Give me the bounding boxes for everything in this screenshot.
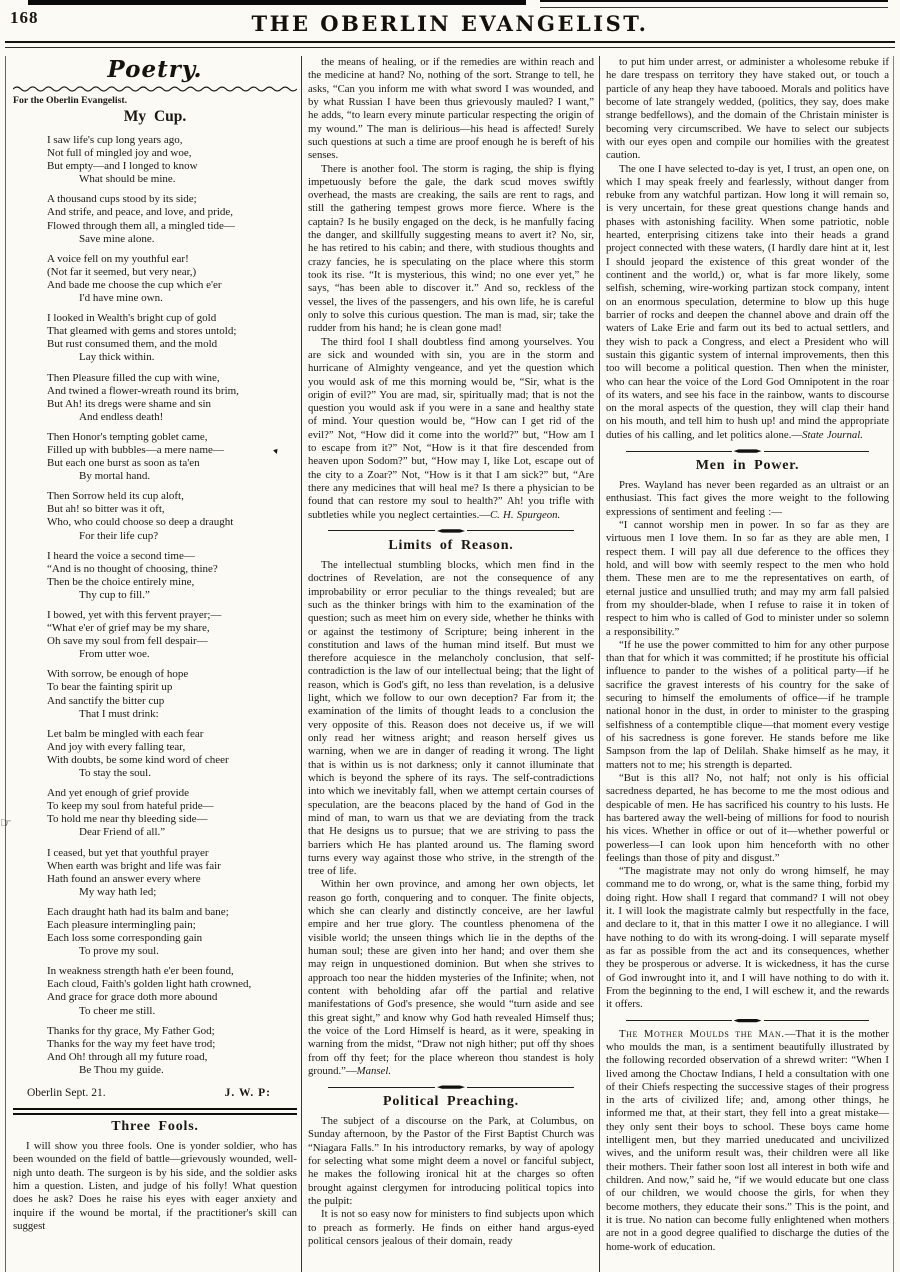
paragraph-attribution: C. H. Spurgeon. (490, 508, 561, 521)
article-paragraph (308, 1115, 594, 1208)
article-paragraph (606, 772, 889, 865)
divider-diamond-icon (437, 529, 465, 533)
men-in-power-body (606, 479, 889, 1012)
leaf-ornament-icon: ▼ (270, 445, 282, 458)
poem-line: A voice fell on my youthful ear! (47, 252, 189, 265)
column-rule-1 (301, 56, 302, 1272)
poem-line: And joy with every falling tear, (47, 740, 186, 753)
poem-line: My way hath led; (79, 885, 157, 898)
article-paragraph (606, 639, 889, 772)
poem-line: Each loss some corresponding gain (47, 932, 203, 945)
poem-line: To keep my soul from hateful pride— (47, 800, 214, 813)
mother-moulds-lead: The Mother Moulds the Man. (619, 1027, 785, 1040)
paragraph-text: “If he use the power committed to him for any other purpose than that for which it was committed; if he prostitute his official influence to pander to the wishes of a political party—if he sacrifice the gravest interests of his country for the sake of securing to himself the emoluments of office—if he trample national honor in the dust, in order to minister to the grasping selfishness of a contemptible clique—that moment every vestige of his sacredness is gone forever. He stands before me like Sampson from the lap of Delilah. Shake himself as he may, it matters not to me; his strength is departed. (606, 638, 889, 771)
wavy-rule-icon (13, 85, 297, 93)
poem-line: And twined a flower-wreath round its brim, (47, 384, 239, 397)
paragraph-text: The intellectual stumbling blocks, which men find in the doctrines of Revelation, are not the consequence of any improbability or error peculiar to the things revealed; but are such as the thinker brings with him to the examination of the question; such as meet him on every side, whether he thinks with or against the testimony of Scripture; being inherent in the constitution and laws of the human mind itself. But must we therefore acquiesce in the melancholy conclusion, that self-contradiction is the law of our intellectual being; that the light of reason, which is God's gift, no less than revelation, is a delusive light, which we follow to our own deception? Far from it; the examination of the limits of thought leads to a conclusion the very opposite of this. Reason does not deceive us, if we will only read her witness aright; and reason herself gives us warning, when we are in danger of reading it wrong. The light that is within us is not darkness; only it cannot illuminate that which is beyond the sphere of its rays. The self-contradictions into which we inevitably fall, when we attempt certain courses of speculation, are the beacons placed by the hand of God in the mind of man, to warn us that we are deviating from the track that He designs us to pursue; that we are striving to pass the barriers which He has planted around us. The flaming sword turns every way against those who strive, in the strength of the tree of life. (308, 558, 594, 878)
poem-line: From utter woe. (79, 648, 150, 661)
poem-stanza (13, 728, 297, 780)
poem-stanza (13, 609, 297, 661)
poetry-section-title: Poetry. (107, 56, 203, 83)
column-rule-2 (599, 56, 600, 1272)
article-paragraph (308, 559, 594, 879)
paragraph-text: “The magistrate may not only do wrong himself, he may command me to do wrong, or, what is the same thing, forbid my doing right. How shall I regard that command? I will not obey it. I will look the magistrate calmly but respectfully in the face, and declare to it, that in this matter I owe it no allegiance. I will have nothing to do with its wrong-doing. I will separate myself as far as possible from the act and its consequences, whether they be prosperous or adverse. It is wickedness, it has the curse of God inwrought into it, and I will have nothing to do with it. From the beginning to the end, I will eschew it, and the rewards it offers. (606, 865, 889, 1011)
poem-line: That gleamed with gems and stores untold; (47, 325, 237, 338)
poem-line: That I must drink: (79, 707, 159, 720)
poem-line: Then Honor's tempting goblet came, (47, 430, 208, 443)
poem-line: With sorrow, be enough of hope (47, 668, 189, 681)
poem-line: To bear the fainting spirit up (47, 681, 173, 694)
poem-author: J. W. P: (224, 1087, 271, 1099)
paragraph-text: The one I have selected to-day is yet, I trust, an open one, on which I may speak freely and fearlessly, without danger from rebuke from any watchful partizan. How long it will remain so, is very uncertain, for these great questions change hands and phases with astonishing facility. When some patriotic, noble hearted, enterprising citizens take into their heads a grand project connected with these waters, (I hardly dare hint at it, lest I should jeopard the existence of this great wonder of the continent and the world,) or, what is far more likely, some selfish, scheming, wire-working partizan stock company, intent on an enormous speculation, determine to blow up this huge barrier of rocks and deepen the channel above and drain off the waters of Lake Erie and farm out its bed to actual settlers, and they wish to pack a Congress, and elect a President who will sustain this gigantic system of internal improvements, then this too will become a political question. Then when the minister, who can hear the voice of the Lord God Omnipotent in the roar of its waters, and see his face in the rainbow, wants to discourse on the moral aspects of the question, they will clap their hand on his mouth, and tell him to hush up! and mind the appropriate duties of his calling, and let politics alone.— (606, 162, 889, 441)
poem-stanza (13, 193, 297, 245)
poem-stanza (13, 550, 297, 602)
poem-line: But empty—and I longed to know (47, 160, 198, 173)
poem-line: Each pleasure intermingling pain; (47, 918, 196, 931)
poem-signature (13, 1084, 297, 1099)
paragraph-attribution: State Journal. (802, 428, 863, 441)
poem-line: But rust consumed them, and the mold (47, 338, 218, 351)
poem-line: And Oh! through all my future road, (47, 1050, 208, 1063)
mother-moulds-paragraph (606, 1028, 889, 1254)
poem-title: My Cup. (123, 108, 187, 125)
article-paragraph (308, 1208, 594, 1248)
poem-line: (Not far it seemed, but very near,) (47, 265, 197, 278)
political-preaching-title: Political Preaching. (383, 1094, 519, 1110)
paragraph-text: “But is this all? No, not half; not only is his official sacredness departed, he has become to me the most odious and despicable of men. He has sacrificed his country to his lusts. He has bartered away the well-being of millions for food to nourish his vices. Whether in office or out of it—whether powerful or powerless—I can look upon him henceforth with no other feelings than those of pity and disgust.” (606, 771, 889, 864)
poem-line: Then be the choice entirely mine, (47, 575, 195, 588)
paragraph-text: I will show you three fools. One is yonder soldier, who has been wounded on the field of battle—grievously wounded, well-nigh unto death. The surgeon is by his side, and the soldier asks him a question. Listen, and judge of his folly! What question does he ask? Does he raise his eyes with eager anxiety and inquire if the wound be mortal, if the practitioner's skill can suggest (13, 1140, 297, 1232)
article-paragraph (606, 479, 889, 519)
poem-line: Not full of mingled joy and woe, (47, 147, 192, 160)
poem-line: I'd have mine own. (79, 292, 163, 305)
page-edge-rule-right (893, 56, 894, 1272)
article-paragraph (606, 865, 889, 1011)
poem-line: And grace for grace doth more abound (47, 991, 218, 1004)
mother-moulds-text: —That it is the mother who moulds the man, is a sentiment beautifully illustrated by the following recorded observation of a shrewd writer: “When I lived among the Choctaw Indians, I held a consultation with one of their Chiefs respecting the successive stages of their progress in the arts of civilized life; and, among other things, he informed me that, at their start, they fell into a great mistake—they only sent their boys to school. These boys came home intelligent men, but they married uneducated and uncivilized wives, and the uniform result was, their children were all like their mothers. Their father soon lost all interest in both wife and children. And now,” said he, “if we would educate but one class of our children, we would choose the girls, for when they become mothers, they educate their sons.” This is the point, and it is true. No nation can become fully enlightened when mothers are not in a good degree qualified to discharge the duties of the home-work of education. (606, 1027, 889, 1253)
poem-stanza (13, 312, 297, 364)
poem-line: “And is no thought of choosing, thine? (47, 562, 218, 575)
poem-line: To prove my soul. (79, 945, 159, 958)
poem-line: Lay thick within. (79, 351, 155, 364)
poem-line: Each cloud, Faith's golden light hath crowned, (47, 978, 252, 991)
poem-line: But Ah! its dregs were shame and sin (47, 397, 212, 410)
divider-diamond-icon (734, 449, 762, 453)
poem-line: Thy cup to fill.” (79, 588, 150, 601)
top-rule-left (28, 0, 526, 5)
article-paragraph (606, 56, 889, 163)
poem-line: Let balm be mingled with each fear (47, 727, 204, 740)
top-rule-right (540, 0, 888, 8)
poem-line: “What e'er of grief may be my share, (47, 622, 210, 635)
paragraph-attribution: Mansel. (356, 1064, 392, 1077)
section-double-rule (13, 1108, 297, 1115)
masthead-title: THE OBERLIN EVANGELIST. (251, 11, 649, 36)
poem-line: Then Sorrow held its cup aloft, (47, 490, 184, 503)
poem-line: Dear Friend of all.” (79, 826, 166, 839)
three-fools-body (13, 1140, 297, 1233)
article-divider (626, 449, 869, 453)
paragraph-text: “I cannot worship men in power. In so far as they are virtuous men I love them. In so far as they are able men, I respect them. I will pay all due deference to the offices they hold, and will bow with seemly respect to the men who hold them. These men are to me the representatives on earth, of eternal justice and unsullied truth; and may my arm fall palsied from my shoulder-blade, when I refuse to raise it in token of respect to him who is called of God to minister under so solemn a responsibility.” (606, 519, 889, 638)
three-fools-continuation (308, 56, 594, 522)
poem-line: For their life cup? (79, 529, 159, 542)
left-column (13, 56, 297, 1233)
political-preaching-continuation (606, 56, 889, 442)
poem-line: Then Pleasure filled the cup with wine, (47, 371, 220, 384)
poem-line: I heard the voice a second time— (47, 549, 195, 562)
article-divider (626, 1019, 869, 1023)
poem-line: By mortal hand. (79, 470, 151, 483)
poem-line: What should be mine. (79, 173, 176, 186)
poem-line: Filled up with bubbles—a mere name— (47, 443, 224, 456)
poem-line: And endless death! (79, 410, 164, 423)
poem-line: Hath found an answer every where (47, 872, 201, 885)
article-divider (328, 529, 574, 533)
poem-line: I bowed, yet with this fervent prayer;— (47, 609, 222, 621)
poem-stanza (13, 372, 297, 424)
poem-line: To stay the soul. (79, 767, 151, 780)
right-column (606, 56, 889, 1254)
poem-line: Be Thou my guide. (79, 1063, 164, 1076)
page-number: 168 (10, 8, 39, 27)
paragraph-text: The subject of a discourse on the Park, at Columbus, on Sunday afternoon, by the Pastor of the First Baptist Church was “Niagara Falls.” In his introductory remarks, by way of apology for selecting what some might deem a novel or fanciful subject, he makes the following ironical hit at the charges so often brought against clergymen for introducing political topics into the pulpit: (308, 1115, 594, 1207)
poem-line: With doubts, be some kind word of cheer (47, 753, 229, 766)
poem-line: Thanks for thy grace, My Father God; (47, 1024, 215, 1037)
article-paragraph (606, 519, 889, 639)
paragraph-text: to put him under arrest, or administer a wholesome rebuke if he dare trespass on territory they have staked out, or touch a particle of any heap they have tabooed. Morals and politics have become of late strangely wedded, (politics, they say, does make strange bedfellows), and the domain of the Christain minister is becoming very circumscribed. We have to select our subjects with our eyes open and compile our homilies with the greatest caution. (606, 56, 889, 162)
paragraph-text: It is not so easy now for ministers to find subjects upon which to preach as formerly. He finds on either hand argus-eyed political censors jealous of their domain, ready (308, 1208, 594, 1247)
poem-line: But ah! so bitter was it oft, (47, 503, 165, 516)
paragraph-text: Within her own province, and among her own objects, let reason go forth, conquering and to conquer. The finite objects, which she can clearly and distinctly conceive, are her lawful empire and her true glory. The countless phenomena of the visible world; the unseen things which lie in the depths of the human soul; these are given into her hand; and over them she may reign in unquestioned dominion. But when she strives to approach too near the hidden mysteries of the Infinite; when, not content with beholding afar off the partial and relative manifestations of God's presence, she would “turn aside and see this great sight,” and know why God hath revealed Himself thus; the voice of the Lord Himself is heard, as it were, speaking in warning from the midst, “Draw not nigh hither; put off thy shoes from off thy feet; for the place whereon thou standest is holy ground.”— (308, 878, 594, 1077)
poem-line: Who, who could choose so deep a draught (47, 516, 234, 529)
paragraph-text: There is another fool. The storm is raging, the ship is flying impetuously before the gale, the dark scud moves swiftly overhead, the masts are creaking, the sails are rent to rags, and still the gathering tempest grows more fierce. Where is the captain? Is he busily engaged on the deck, is he manfully facing the danger, and skillfully suggesting means to avert it? No, sir, he has retired to his cabin; and there, with studious thoughts and crazy fancies, he is speculating on the place where this storm took its rise. “It is mysterious, this wind; no one ever yet,” he says, “has been able to discover it.” And so, reckless of the vessel, the lives of the passengers, and his own life, he is careful only to solve this curious question. The man is mad, sir; take the rudder from his hand; he is clean gone mad! (308, 162, 594, 335)
poem-line: When earth was bright and life was fair (47, 859, 221, 872)
three-fools-title: Three Fools. (111, 1119, 199, 1134)
poem-stanza (13, 965, 297, 1017)
article-paragraph (308, 336, 594, 522)
poem-line: I saw life's cup long years ago, (47, 134, 183, 146)
poem-stanza (13, 1025, 297, 1077)
page-edge-rule-left (5, 56, 6, 1272)
poem-line: A thousand cups stood by its side; (47, 193, 197, 206)
poem-line: Flowed through them all, a mingled tide— (47, 219, 235, 232)
divider-diamond-icon (437, 1085, 465, 1089)
limits-of-reason-title: Limits of Reason. (388, 537, 514, 553)
limits-of-reason-body (308, 559, 594, 1078)
poem-line: But each one burst as soon as ta'en (47, 457, 200, 470)
poem-line: To hold me near thy bleeding side— (47, 813, 208, 826)
paragraph-text: The third fool I shall doubtless find among yourselves. You are sick and wounded with sin, you are in the storm and hurricane of Almighty vengeance, and yet the question which you would ask of me this morning would be, “Sir, what is the origin of evil?” You are mad, sir, spiritually mad; that is not the question you would ask if you were in a sane and healthy state of mind. Your question would be, “How can I get rid of the evil?” Not, “How did it come into the world?” but, “How am I to escape from it?” Not, “How is it that fire descended from heaven upon Sodom?” but, “How may I, like Lot, escape out of the city to a Zoar?” Not, “How is it that I am sick?” but, “Are there any medicines that will heal me? Is there a physician to be found that can restore my soul to health?” Ah! you trifle with subtleties while you neglect certainties.— (308, 335, 594, 521)
poem-stanza (13, 787, 297, 839)
poem-line: And sanctify the bitter cup (47, 694, 165, 707)
article-paragraph (308, 56, 594, 163)
middle-column (308, 56, 594, 1248)
article-divider (328, 1085, 574, 1089)
poem-stanza (13, 668, 297, 720)
poem-line: And strife, and peace, and love, and pride, (47, 206, 234, 219)
poem-line: To cheer me still. (79, 1004, 156, 1017)
header-double-rule (5, 41, 895, 48)
poem-line: I looked in Wealth's bright cup of gold (47, 312, 217, 325)
poem-line: Save mine alone. (79, 232, 155, 245)
article-paragraph (606, 163, 889, 443)
poem-date: Oberlin Sept. 21. (27, 1087, 106, 1099)
poem-stanza (13, 134, 297, 186)
article-paragraph (13, 1140, 297, 1233)
article-paragraph (308, 878, 594, 1078)
men-in-power-title: Men in Power. (695, 458, 800, 474)
poem-stanza (13, 847, 297, 899)
article-paragraph (308, 163, 594, 336)
credit-line: For the Oberlin Evangelist. (13, 95, 128, 106)
poem-line: And yet enough of grief provide (47, 787, 190, 800)
poem-line: Oh save my soul from fell despair— (47, 635, 208, 648)
paragraph-text: the means of healing, or if the remedies are within reach and the medicine at hand? No, nothing of the sort. Strange to tell, he asks, “Can you inform me with what sword I was wounded, and by what Russian I have been thus grievously mauled? I want,” he adds, “to learn every minute particular respecting the origin of my wound.” The man is delirious—his head is affected! Surely such questions at such a time are proof enough he is bereft of his senses. (308, 56, 594, 162)
poem-stanza (13, 431, 297, 483)
poem-stanza (13, 906, 297, 958)
divider-diamond-icon (734, 1019, 762, 1023)
poem-body (13, 134, 297, 1077)
poem-line: I ceased, but yet that youthful prayer (47, 846, 209, 859)
poem-line: In weakness strength hath e'er been found, (47, 965, 234, 978)
manicule-icon: ☞ (0, 816, 12, 831)
poem-line: Thanks for the way my feet have trod; (47, 1037, 216, 1050)
paragraph-text: Pres. Wayland has never been regarded as an ultraist or an enthusiast. This fact gives the more weight to the following expressions of sentiment and feeling :— (606, 479, 889, 518)
poem-line: Each draught hath had its balm and bane; (47, 905, 229, 918)
poem-stanza (13, 253, 297, 305)
poem-line: And bade me choose the cup which e'er (47, 278, 222, 291)
political-preaching-body (308, 1115, 594, 1248)
poem-stanza (13, 490, 297, 542)
